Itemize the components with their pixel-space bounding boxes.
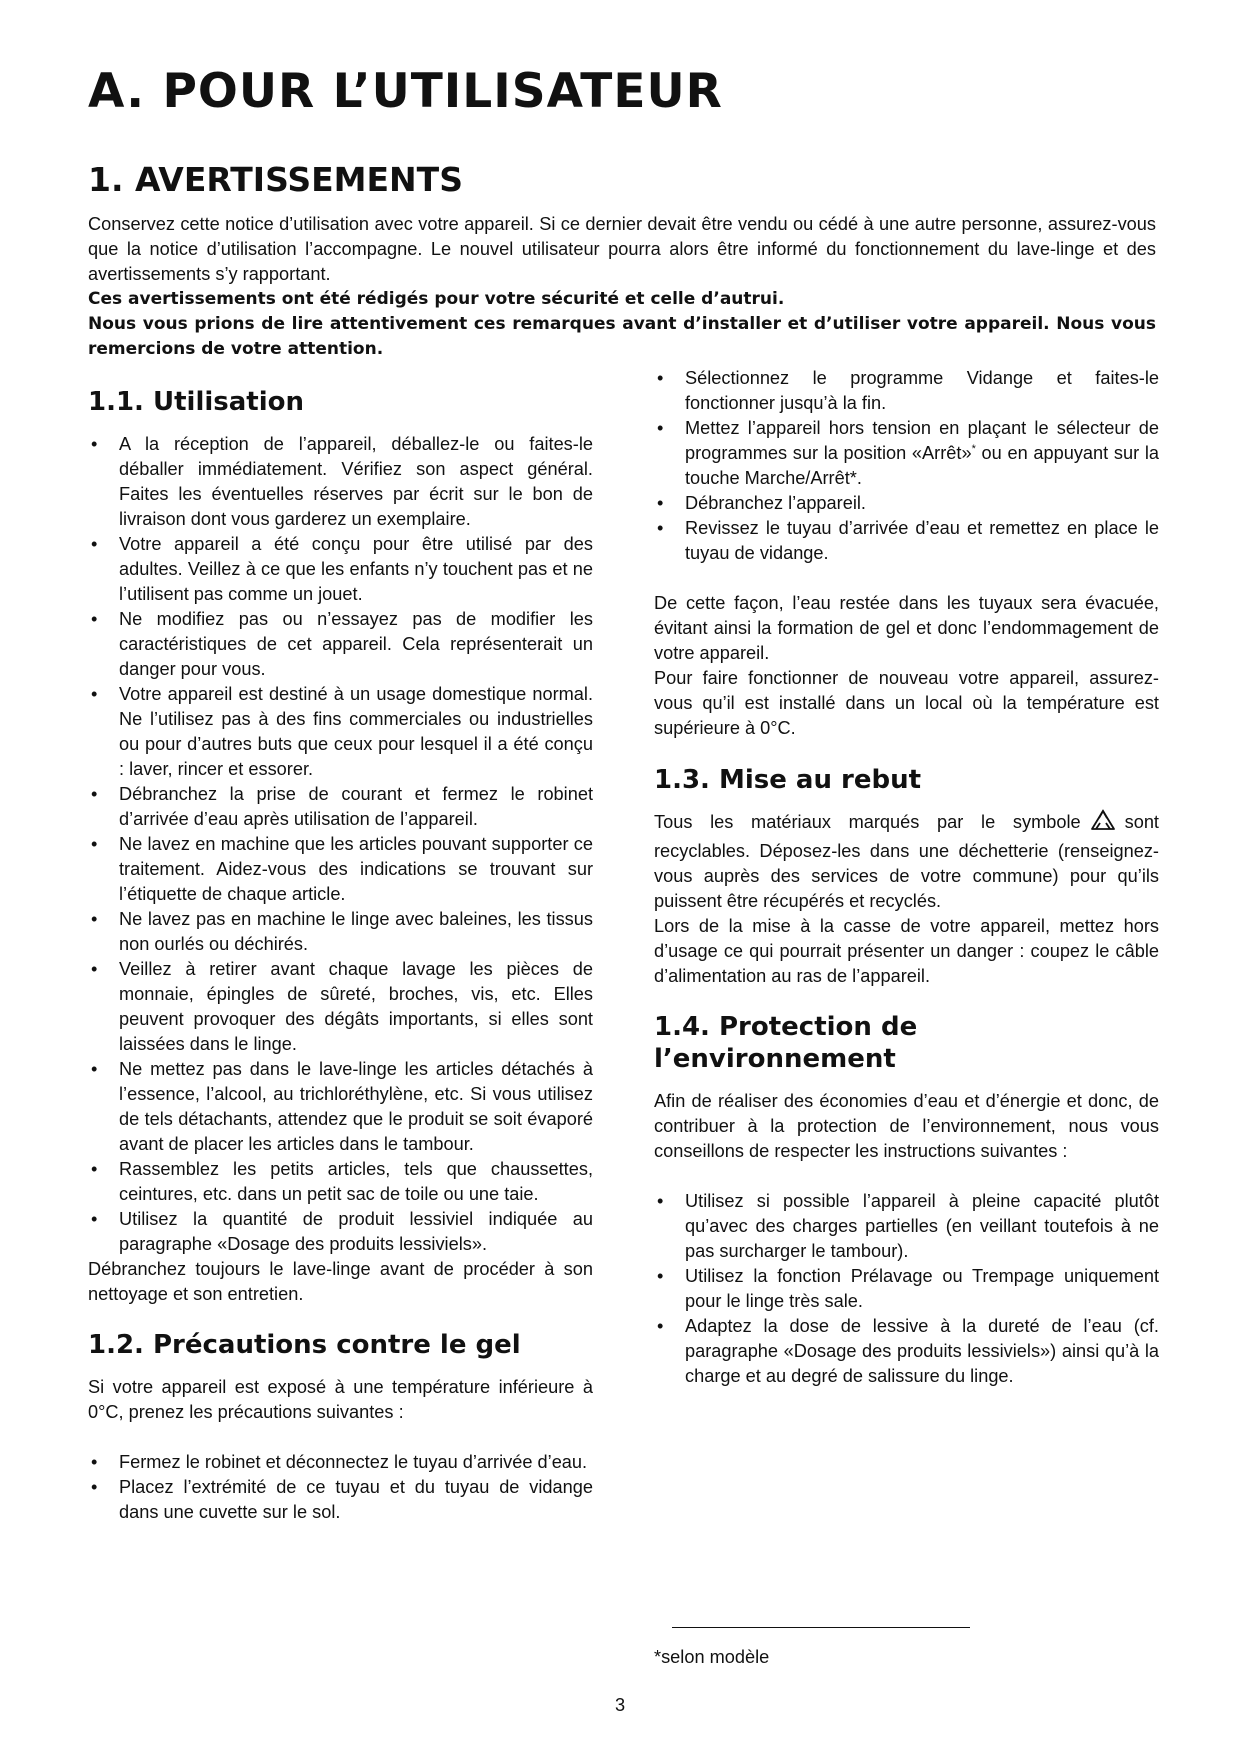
page-title: A. POUR L’UTILISATEUR — [88, 64, 723, 119]
utilisation-list — [88, 432, 593, 1257]
intro-bold-1: Ces avertissements ont été rédigés pour votre sécurité et celle d’autrui. — [88, 289, 785, 309]
rebut-paragraph-2: Lors de la mise à la casse de votre appareil, mettez hors d’usage ce qui pourrait présenter un danger : coupez le câble d’alimentation au ras de l’appareil. — [654, 916, 1159, 986]
gel-intro: Si votre appareil est exposé à une température inférieure à 0°C, prenez les précautions suivantes : — [88, 1377, 593, 1422]
gel-list-part2 — [654, 366, 1159, 566]
heading-precautions-gel: 1.2. Précautions contre le gel — [88, 1330, 521, 1360]
intro-paragraph: Conservez cette notice d’utilisation avec votre appareil. Si ce dernier devait être vendu ou cédé à une autre personne, assurez-vous que la notice d’utilisation l’accompagne. Le nouvel utilisateur pourra alors être informé du fonctionnement du lave-linge et des avertissements s’y rapportant. — [88, 214, 1156, 284]
list-item: • Votre appareil a été conçu pour être utilisé par des adultes. Veillez à ce que les enfants n’y touchent pas et ne l’utilisent pas comme un jouet. — [88, 532, 593, 607]
list-item-text: Mettez l’appareil hors tension en plaçant le sélecteur de programmes sur la position «Arrêt» — [685, 418, 1159, 463]
recycle-icon — [1089, 808, 1117, 839]
gel-paragraph-1: De cette façon, l’eau restée dans les tuyaux sera évacuée, évitant ainsi la formation de gel et donc l’endommagement de votre appareil. — [654, 593, 1159, 663]
list-item: • Sélectionnez le programme Vidange et faites-le fonctionner jusqu’à la fin. — [654, 366, 1159, 416]
list-item: • Fermez le robinet et déconnectez le tuyau d’arrivée d’eau. — [88, 1450, 593, 1475]
list-item: • Utilisez la fonction Prélavage ou Trempage uniquement pour le linge très sale. — [654, 1264, 1159, 1314]
footnote: *selon modèle — [654, 1647, 770, 1667]
list-item: • Débranchez l’appareil. — [654, 491, 1159, 516]
rebut-paragraph-1 — [654, 808, 1159, 914]
list-item: • Revissez le tuyau d’arrivée d’eau et remettez en place le tuyau de vidange. — [654, 516, 1159, 566]
list-item: • A la réception de l’appareil, déballez-le ou faites-le déballer immédiatement. Vérifiez son aspect général. Faites les éventuelles réserves par écrit sur le bon de livraison dont vous garderez un exemplaire. — [88, 432, 593, 532]
gel-list-part1 — [88, 1450, 593, 1525]
list-item — [654, 416, 1159, 491]
intro-bold-2: Nous vous prions de lire attentivement ces remarques avant d’installer et d’utiliser votre appareil. Nous vous remercions de votre attention. — [88, 314, 1156, 359]
list-item: • Ne lavez pas en machine le linge avec baleines, les tissus non ourlés ou déchirés. — [88, 907, 593, 957]
environnement-intro: Afin de réaliser des économies d’eau et d’énergie et donc, de contribuer à la protection de l’environnement, nous vous conseillons de respecter les instructions suivantes : — [654, 1091, 1159, 1161]
environnement-list — [654, 1189, 1159, 1389]
list-item: • Ne mettez pas dans le lave-linge les articles détachés à l’essence, l’alcool, au trichloréthylène, etc. Si vous utilisez de tels détachants, attendez que le produit se soit évaporé avant de placer les articles dans le tambour. — [88, 1057, 593, 1157]
footnote-divider — [672, 1627, 970, 1628]
heading-mise-au-rebut: 1.3. Mise au rebut — [654, 765, 922, 795]
list-item: • Ne lavez en machine que les articles pouvant supporter ce traitement. Aidez-vous des indications se trouvant sur l’étiquette de chaque article. — [88, 832, 593, 907]
heading-utilisation: 1.1. Utilisation — [88, 387, 304, 417]
list-item: • Placez l’extrémité de ce tuyau et du tuyau de vidange dans une cuvette sur le sol. — [88, 1475, 593, 1525]
list-item-text: ou en appuyant sur la touche Marche/Arrêt*. — [685, 443, 1160, 488]
list-item: • Votre appareil est destiné à un usage domestique normal. Ne l’utilisez pas à des fins commerciales ou industrielles ou pour d’autres buts que ceux pour lesquel il a été conçu : laver, rincer et essorer. — [88, 682, 593, 782]
list-item: • Utilisez la quantité de produit lessiviel indiquée au paragraphe «Dosage des produits lessiviels». — [88, 1207, 593, 1257]
footnote-marker: * — [971, 442, 976, 455]
section-heading-avertissements: 1. AVERTISSEMENTS — [88, 160, 463, 199]
heading-protection-environnement: 1.4. Protection de l’environnement — [654, 1012, 918, 1074]
rebut-text-post: sont recyclables. Déposez-les dans une déchetterie (renseignez-vous auprès des services de votre commune) pour qu’ils puissent être récupérés et recyclés. — [654, 812, 1159, 911]
right-column — [654, 366, 1159, 1389]
intro-block — [88, 212, 1156, 362]
list-item: • Ne modifiez pas ou n’essayez pas de modifier les caractéristiques de cet appareil. Cela représenterait un danger pour vous. — [88, 607, 593, 682]
list-item: • Utilisez si possible l’appareil à pleine capacité plutôt qu’avec des charges partielles (en veillant toutefois à ne pas surcharger le tambour). — [654, 1189, 1159, 1264]
list-item: • Adaptez la dose de lessive à la dureté de l’eau (cf. paragraphe «Dosage des produits lessiviels») ainsi qu’à la charge et au degré de salissure du linge. — [654, 1314, 1159, 1389]
gel-paragraph-2: Pour faire fonctionner de nouveau votre appareil, assurez-vous qu’il est installé dans un local où la température est supérieure à 0°C. — [654, 668, 1159, 738]
list-item: • Veillez à retirer avant chaque lavage les pièces de monnaie, épingles de sûreté, broches, vis, etc. Elles peuvent provoquer des dégâts importants, si elles sont laissées dans le linge. — [88, 957, 593, 1057]
utilisation-closing: Débranchez toujours le lave-linge avant de procéder à son nettoyage et son entretien. — [88, 1259, 593, 1304]
list-item: • Rassemblez les petits articles, tels que chaussettes, ceintures, etc. dans un petit sac de toile ou une taie. — [88, 1157, 593, 1207]
rebut-text-pre: Tous les matériaux marqués par le symbole — [654, 812, 1081, 832]
list-item: • Débranchez la prise de courant et fermez le robinet d’arrivée d’eau après utilisation de l’appareil. — [88, 782, 593, 832]
page-number: 3 — [615, 1695, 626, 1715]
left-column — [88, 366, 593, 1525]
